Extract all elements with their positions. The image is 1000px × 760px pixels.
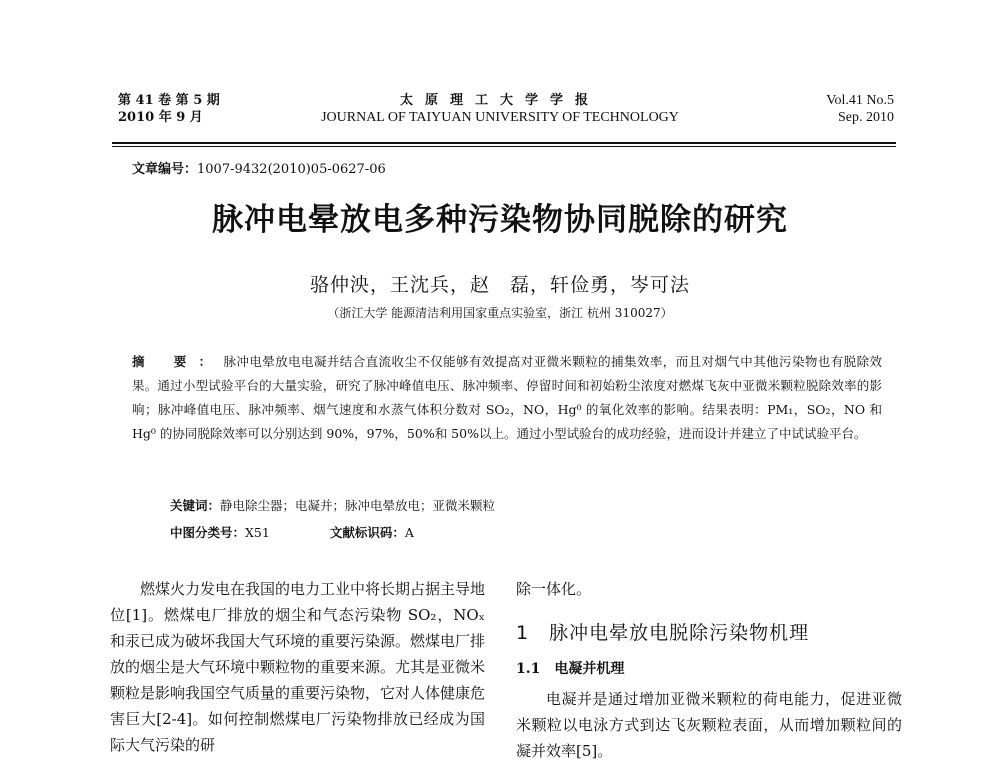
header-left bbox=[118, 92, 220, 126]
keywords-text: 静电除尘器；电凝并；脉冲电晕放电；亚微米颗粒 bbox=[220, 498, 496, 513]
abstract bbox=[132, 350, 882, 446]
date-cn: 2010 年 9 月 bbox=[118, 110, 203, 125]
article-number-value: 1007-9432(2010)05-0627-06 bbox=[197, 162, 386, 177]
header-center bbox=[250, 92, 750, 126]
abstract-text: 脉冲电晕放电电凝并结合直流收尘不仅能够有效提高对亚微米颗粒的捕集效率，而且对烟气中其他污染物也有脱除效果。通过小型试验平台的大量实验，研究了脉冲峰值电压、脉冲频率、停留时间和初始粉尘浓度对燃煤飞灰中亚微米颗粒脱除效率的影响；脉冲峰值电压、脉冲频率、烟气速度和水蒸气体积分数对 SO₂，NO，Hg⁰ 的氧化效率的影响。结果表明：PM₁，SO₂，NO 和 Hg⁰ 的协同脱除效率可以分别达到 90%，97%，50%和 50%以上。通过小型试验台的成功经验，进而设计并建立了中试试验平台。 bbox=[132, 354, 882, 441]
header-right bbox=[826, 92, 894, 126]
paper-title: 脉冲电晕放电多种污染物协同脱除的研究 bbox=[212, 202, 788, 238]
article-number bbox=[132, 158, 386, 177]
classification bbox=[170, 523, 414, 541]
affiliation: （浙江大学 能源清洁利用国家重点实验室，浙江 杭州 310027） bbox=[327, 306, 673, 320]
header-rule-thick bbox=[112, 142, 896, 144]
volume-issue-en: Vol.41 No.5 bbox=[826, 93, 894, 108]
body-right-column bbox=[516, 576, 902, 760]
doc-code-label: 文献标识码： bbox=[329, 525, 405, 540]
subsection-heading: 1.1 电凝并机理 bbox=[516, 661, 625, 677]
volume-issue-cn: 第 41 卷 第 5 期 bbox=[118, 93, 220, 108]
authors: 骆仲泱，王沈兵，赵 磊，轩俭勇，岑可法 bbox=[309, 274, 690, 296]
header-rule-thin bbox=[112, 146, 896, 147]
doc-code-value: A bbox=[404, 525, 414, 540]
clc-label: 中图分类号： bbox=[170, 525, 246, 540]
date-en: Sep. 2010 bbox=[838, 110, 894, 125]
body-left-column bbox=[110, 576, 485, 758]
abstract-label: 摘 要： bbox=[132, 354, 224, 369]
journal-name-cn: 太原理工大学学报 bbox=[399, 93, 600, 108]
continued-text: 除一体化。 bbox=[516, 580, 592, 598]
clc-value: X51 bbox=[245, 525, 270, 540]
article-number-label: 文章编号： bbox=[132, 162, 198, 177]
keywords-label: 关键词： bbox=[170, 498, 221, 513]
electrocoagulation-paragraph: 电凝并是通过增加亚微米颗粒的荷电能力，促进亚微米颗粒以电泳方式到达飞灰颗粒表面，从而增加颗粒间的凝并效率[5]。 bbox=[516, 690, 902, 760]
section-heading: 1 脉冲电晕放电脱除污染物机理 bbox=[516, 622, 810, 644]
journal-name-en: JOURNAL OF TAIYUAN UNIVERSITY OF TECHNOLOGY bbox=[321, 110, 679, 125]
intro-paragraph: 燃煤火力发电在我国的电力工业中将长期占据主导地位[1]。燃煤电厂排放的烟尘和气态污染物 SO₂，NOₓ 和汞已成为破坏我国大气环境的重要污染源。燃煤电厂排放的烟尘是大气环境中颗粒物的重要来源。尤其是亚微米颗粒是影响我国空气质量的重要污染物，它对人体健康危害巨大[2-4]。如何控制燃煤电厂污染物排放已经成为国际大气污染的研 bbox=[110, 580, 486, 754]
keywords bbox=[170, 496, 495, 514]
